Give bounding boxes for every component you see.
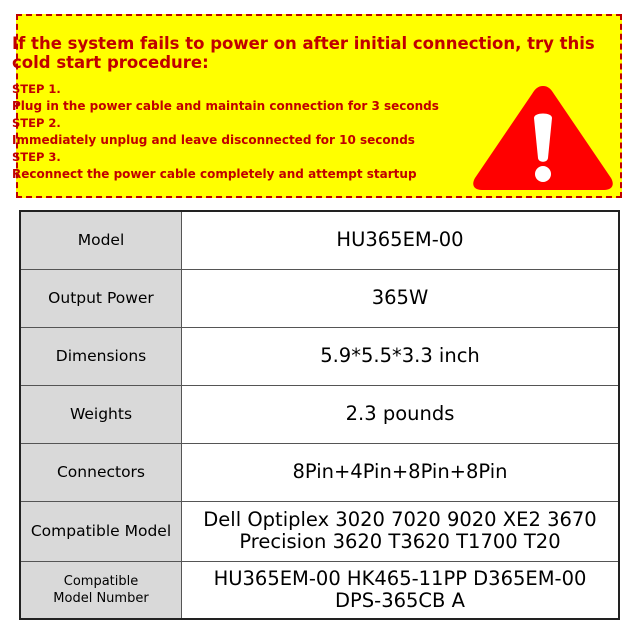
table-row [20, 443, 619, 501]
spec-value-line: Dell Optiplex 3020 7020 9020 XE2 3670 [203, 508, 597, 531]
warning-title: If the system fails to power on after initial connection, try this cold start procedure: [12, 34, 595, 72]
spec-label: Connectors [20, 443, 182, 501]
step-3-label: STEP 3. [12, 150, 61, 164]
step-2-text: Immediately unplug and leave disconnected for 10 seconds [12, 133, 415, 147]
table-row [20, 501, 619, 561]
spec-label-line: Compatible [63, 573, 139, 589]
spec-value-line: Precision 3620 T3620 T1700 T20 [239, 530, 561, 553]
steps-list [12, 81, 442, 183]
spec-value: 365W [182, 269, 620, 327]
spec-value-line: HU365EM-00 HK465-11PP D365EM-00 [213, 566, 587, 590]
spec-label: Model [20, 211, 182, 269]
spec-value: HU365EM-00 [182, 211, 620, 269]
spec-label [20, 561, 182, 619]
table-row [20, 211, 619, 269]
step-1-text: Plug in the power cable and maintain connection for 3 seconds [12, 99, 439, 113]
warning-triangle-icon [468, 82, 618, 192]
spec-label: Weights [20, 385, 182, 443]
spec-label: Dimensions [20, 327, 182, 385]
spec-value: 8Pin+4Pin+8Pin+8Pin [182, 443, 620, 501]
spec-value [182, 561, 620, 619]
spec-value-line: DPS-365CB A [335, 588, 465, 612]
spec-value: 2.3 pounds [182, 385, 620, 443]
spec-table [19, 210, 620, 620]
spec-label: Compatible Model [20, 501, 182, 561]
table-row [20, 385, 619, 443]
spec-value [182, 501, 620, 561]
spec-label: Output Power [20, 269, 182, 327]
spec-label-line: Model Number [53, 590, 149, 606]
step-1-label: STEP 1. [12, 82, 61, 96]
step-3-text: Reconnect the power cable completely and attempt startup [12, 167, 417, 181]
spec-value: 5.9*5.5*3.3 inch [182, 327, 620, 385]
table-row [20, 561, 619, 619]
step-2-label: STEP 2. [12, 116, 61, 130]
table-row [20, 327, 619, 385]
table-row [20, 269, 619, 327]
